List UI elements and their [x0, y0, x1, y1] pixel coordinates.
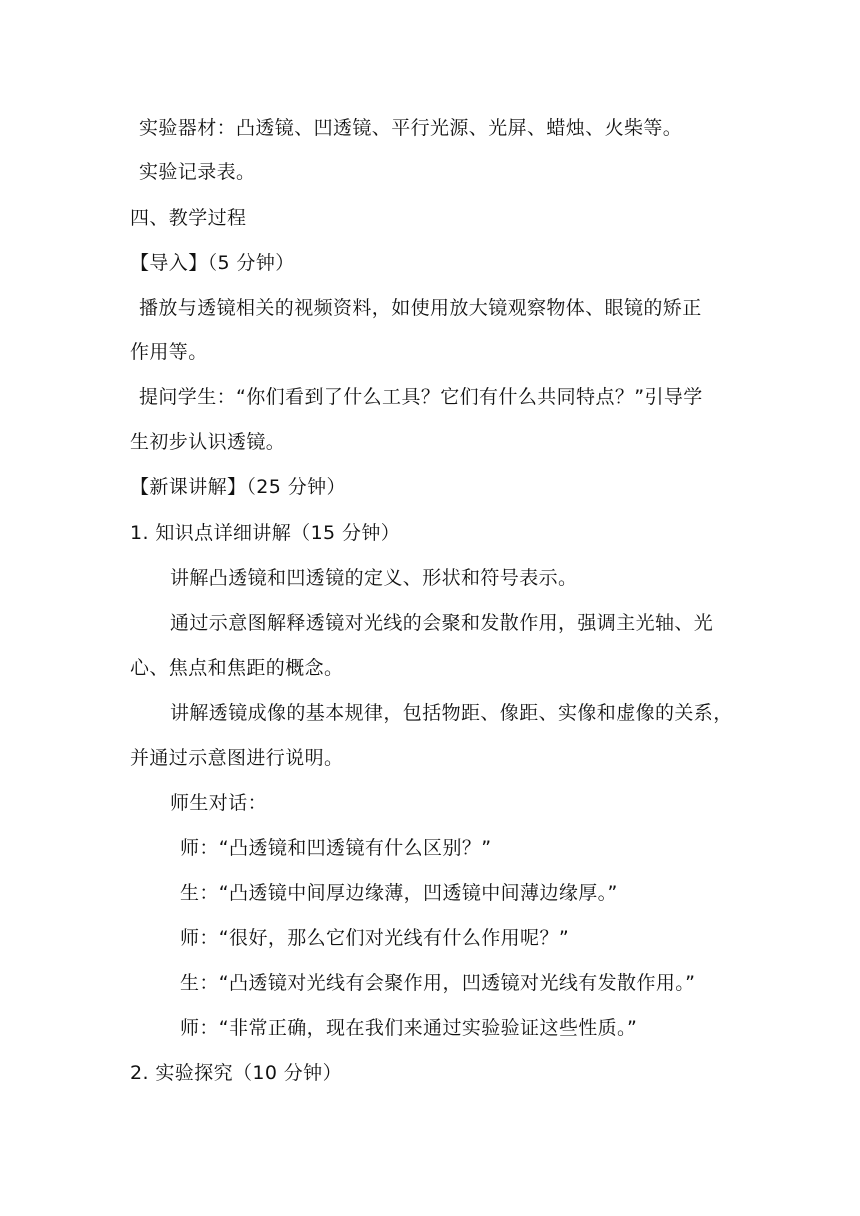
dialogue-line-student-1: 生：“凸透镜中间厚边缘薄，凹透镜中间薄边缘厚。”: [180, 882, 618, 904]
knowledge-paragraph-2-line-2: 心、焦点和焦距的概念。: [130, 657, 344, 679]
dialogue-line-student-2: 生：“凸透镜对光线有会聚作用，凹透镜对光线有发散作用。”: [180, 972, 696, 994]
intro-paragraph-line-1: 播放与透镜相关的视频资料，如使用放大镜观察物体、眼镜的矫正: [139, 297, 702, 319]
dialogue-line-teacher-2: 师：“很好，那么它们对光线有什么作用呢？”: [180, 927, 570, 949]
knowledge-point-heading: 1. 知识点详细讲解（15 分钟）: [130, 522, 401, 544]
dialogue-line-teacher-3: 师：“非常正确，现在我们来通过实验验证这些性质。”: [180, 1017, 638, 1039]
knowledge-paragraph-3-line-1: 讲解透镜成像的基本规律，包括物距、像距、实像和虚像的关系，: [170, 702, 733, 724]
knowledge-paragraph-2-line-1: 通过示意图解释透镜对光线的会聚和发散作用，强调主光轴、光: [170, 612, 714, 634]
equipment-line: 实验器材：凸透镜、凹透镜、平行光源、光屏、蜡烛、火柴等。: [139, 117, 683, 139]
dialogue-line-teacher-1: 师：“凸透镜和凹透镜有什么区别？”: [180, 837, 492, 859]
intro-paragraph-line-2: 作用等。: [130, 341, 208, 363]
new-lesson-heading: 【新课讲解】（25 分钟）: [130, 476, 346, 498]
knowledge-paragraph-3-line-2: 并通过示意图进行说明。: [130, 747, 344, 769]
dialogue-heading: 师生对话：: [170, 792, 268, 814]
section-heading-teaching-process: 四、教学过程: [130, 207, 247, 229]
question-paragraph-line-1: 提问学生：“你们看到了什么工具？它们有什么共同特点？”引导学: [139, 386, 703, 408]
question-paragraph-line-2: 生初步认识透镜。: [130, 431, 286, 453]
record-table-line: 实验记录表。: [139, 161, 256, 183]
knowledge-paragraph-1: 讲解凸透镜和凹透镜的定义、形状和符号表示。: [170, 567, 578, 589]
intro-heading: 【导入】（5 分钟）: [130, 252, 295, 274]
experiment-heading: 2. 实验探究（10 分钟）: [130, 1062, 342, 1084]
